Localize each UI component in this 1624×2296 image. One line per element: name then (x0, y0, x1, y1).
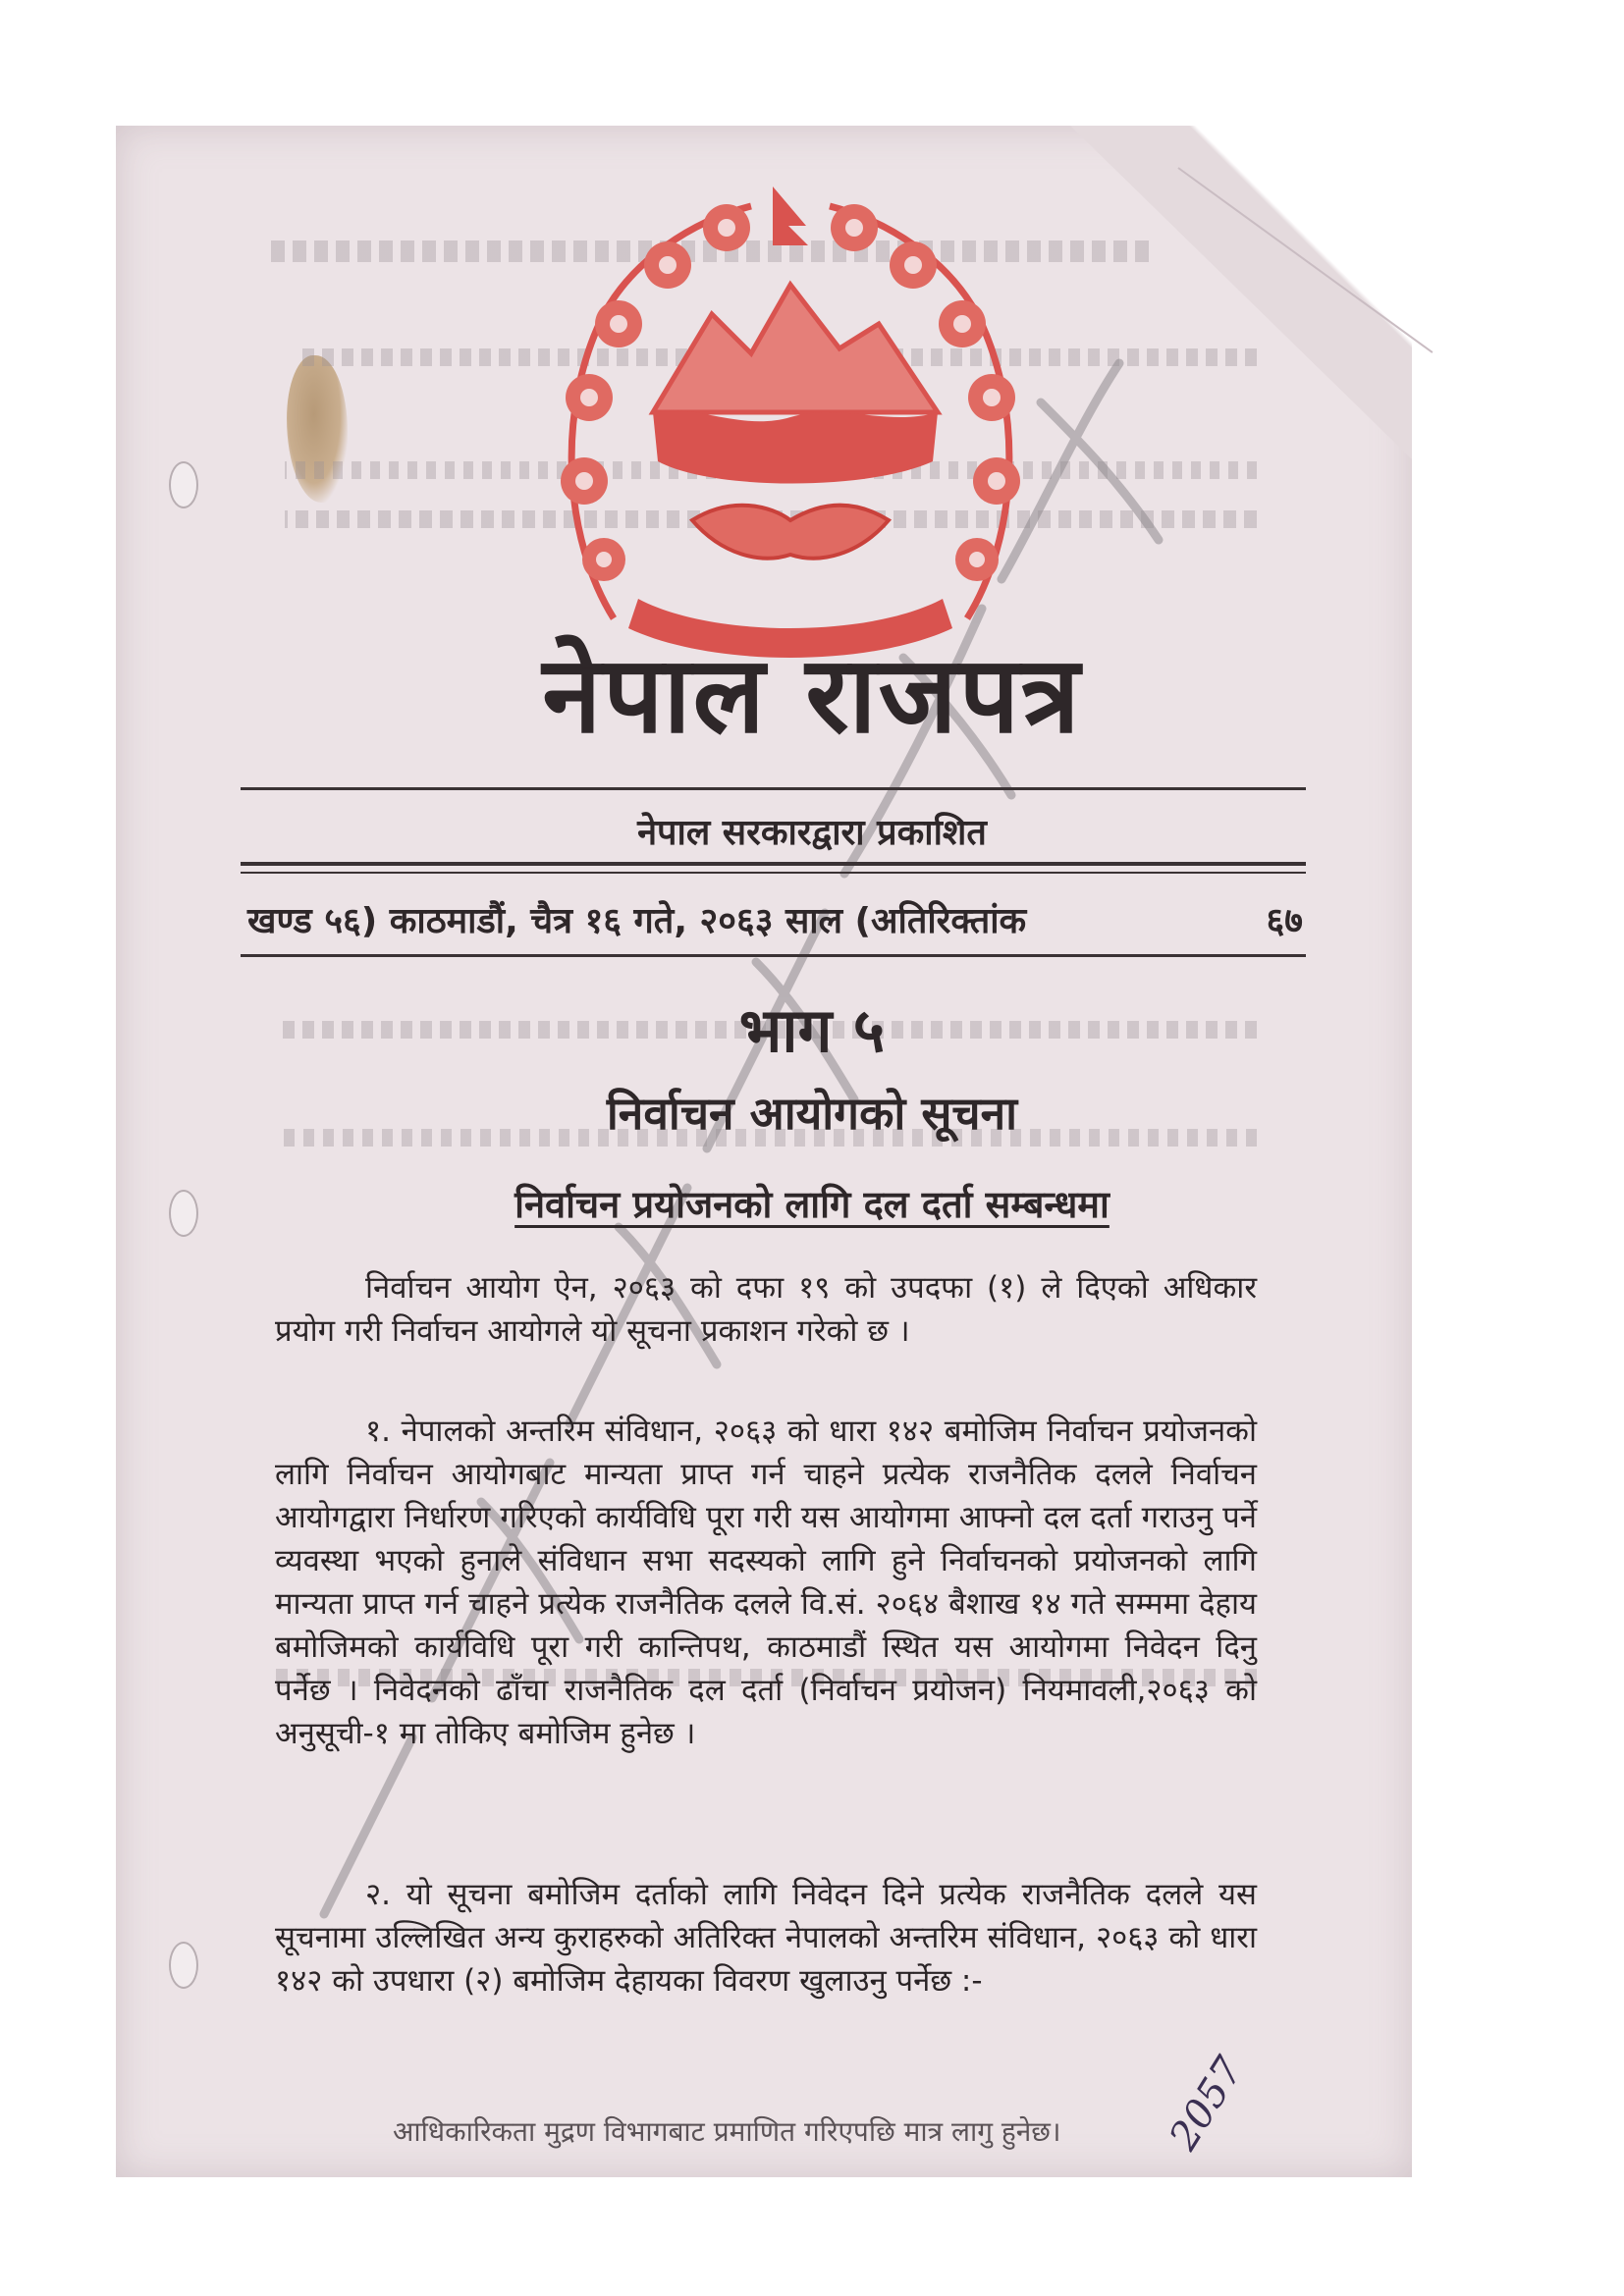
notice-heading: निर्वाचन आयोगको सूचना (606, 1087, 1018, 1140)
divider (241, 954, 1306, 957)
issue-line (247, 895, 1303, 943)
notice-subheading (0, 1178, 1624, 1229)
issue-details: खण्ड ५६) काठमाडौं, चैत्र १६ गते, २०६३ साल (अतिरिक्तांक (247, 901, 1027, 941)
punch-hole (169, 1942, 198, 1989)
gazette-title: नेपाल राजपत्र (542, 634, 1082, 757)
authenticity-footer: आधिकारिकता मुद्रण विभागबाट प्रमाणित गरिएपछि मात्र लागु हुनेछ। (393, 2115, 1061, 2148)
clause-2-text: २. यो सूचना बमोजिम दर्ताको लागि निवेदन दिने प्रत्येक राजनैतिक दलले यस सूचनामा उल्लिखित अन्य कुराहरुको अतिरिक्त नेपालको अन्तरिम संविधान, २०६३ को धारा १४२ को उपधारा (२) बमोजिम देहायका विवरण खुलाउनु पर्नेछ :- (275, 1877, 1257, 1999)
issue-number: ६७ (1266, 901, 1303, 941)
clause-1-paragraph (275, 1410, 1257, 1755)
intro-paragraph-text: निर्वाचन आयोग ऐन, २०६३ को दफा १९ को उपदफा (१) ले दिएको अधिकार प्रयोग गरी निर्वाचन आयोगले यो सूचना प्रकाशन गरेको छ । (275, 1270, 1257, 1349)
punch-hole (169, 461, 198, 508)
part-label: भाग ५ (738, 994, 886, 1066)
divider (241, 862, 1306, 866)
divider (241, 787, 1306, 790)
clause-1-text: १. नेपालको अन्तरिम संविधान, २०६३ को धारा १४२ बमोजिम निर्वाचन प्रयोजनको लागि निर्वाचन आयोगबाट मान्यता प्राप्त गर्न चाहने प्रत्येक राजनैतिक दलले निर्वाचन आयोगद्वारा निर्धारण गरिएको कार्यविधि पूरा गरी यस आयोगमा आफ्नो दल दर्ता गराउनु पर्ने व्यवस्था भएको हुनाले संविधान सभा सदस्यको लागि हुने निर्वाचनको प्रयोजनको लागि मान्यता प्राप्त गर्न चाहने प्रत्येक राजनैतिक दलले वि.सं. २०६४ बैशाख १४ गते सम्ममा देहाय बमोजिमको कार्यविधि पूरा गरी कान्तिपथ, काठमाडौं स्थित यस आयोगमा निवेदन दिनु पर्नेछ । निवेदनको ढाँचा राजनैतिक दल दर्ता (निर्वाचन प्रयोजन) नियमावली,२०६३ को अनुसूची-१ मा तोकिए बमोजिम हुनेछ । (275, 1414, 1257, 1751)
divider (241, 872, 1306, 874)
intro-paragraph (275, 1266, 1257, 1353)
gazette-subtitle: नेपाल सरकारद्वारा प्रकाशित (637, 813, 987, 853)
clause-2-paragraph (275, 1873, 1257, 2002)
notice-subheading-text: निर्वाचन प्रयोजनको लागि दल दर्ता सम्बन्धमा (514, 1183, 1110, 1226)
handwritten-number: 2057 (1161, 2049, 1253, 2159)
nepal-emblem-icon (545, 167, 1036, 667)
